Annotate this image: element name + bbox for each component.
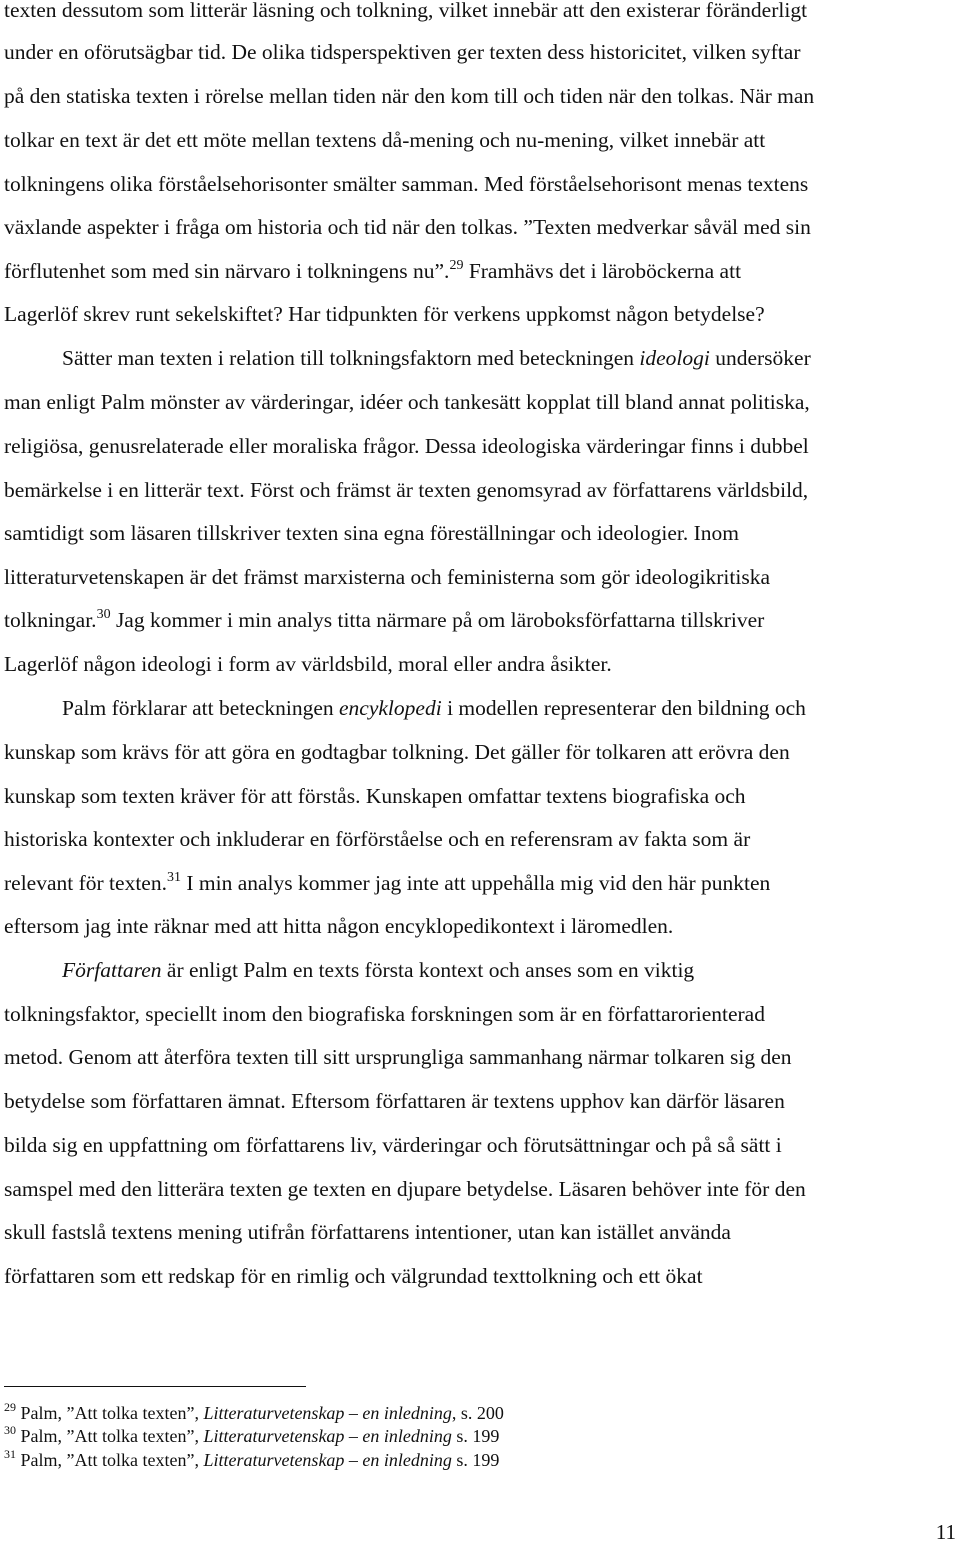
body-line: historiska kontexter och inkluderar en förförståelse och en referensram av fakta som är [4, 827, 751, 851]
footnote-number: 30 [4, 1423, 16, 1437]
body-line: texten dessutom som litterär läsning och tolkning, vilket innebär att den existerar föränderligt [4, 0, 808, 22]
body-line: under en oförutsägbar tid. De olika tidsperspektiven ger texten dess historicitet, vilken syftar [4, 40, 801, 64]
footnote-text: Palm, ”Att tolka texten”, [16, 1403, 204, 1423]
footnote-reference: 29 [449, 258, 464, 273]
footnote-reference: 31 [166, 870, 181, 885]
body-line: kunskap som texten kräver för att förstås. Kunskapen omfattar textens biografiska och [4, 784, 746, 808]
footnote-number: 29 [4, 1400, 16, 1414]
footnote [4, 1425, 499, 1447]
page-number: 11 [935, 1520, 956, 1544]
body-line: tolkningsfaktor, speciellt inom den biografiska forskningen som är en författarorienterad [4, 1002, 765, 1026]
footnote [4, 1402, 504, 1424]
footnote [4, 1449, 499, 1471]
body-line: religiösa, genusrelaterade eller moraliska frågor. Dessa ideologiska värderingar finns i dubbel [4, 434, 809, 458]
footnote-reference: 30 [96, 607, 111, 622]
body-line: samspel med den litterära texten ge texten en djupare betydelse. Läsaren behöver inte för den [4, 1177, 806, 1201]
body-text: Sätter man texten i relation till tolkningsfaktorn med beteckningen [62, 346, 640, 370]
footnote-source-title: Litteraturvetenskap – en inledning [203, 1403, 452, 1423]
italic-term: Författaren [62, 958, 162, 982]
paragraph-first-line [62, 694, 806, 722]
body-line [4, 606, 764, 634]
body-text: undersöker [709, 346, 811, 370]
body-line: metod. Genom att återföra texten till sitt ursprungliga sammanhang närmar tolkaren sig den [4, 1045, 792, 1069]
body-line: man enligt Palm mönster av värderingar, idéer och tankesätt kopplat till bland annat politiska, [4, 390, 810, 414]
body-line: litteraturvetenskapen är det främst marxisterna och feministerna som gör ideologikritiska [4, 565, 770, 589]
body-line: bilda sig en uppfattning om författarens liv, värderingar och förutsättningar och på så sätt i [4, 1133, 782, 1157]
body-line: tolkar en text är det ett möte mellan textens då-mening och nu-mening, vilket innebär att [4, 128, 766, 152]
footnote-text: Palm, ”Att tolka texten”, [16, 1450, 204, 1470]
footnote-number: 31 [4, 1447, 16, 1461]
italic-term: encyklopedi [339, 696, 442, 720]
paragraph-first-line [62, 344, 811, 372]
body-text: är enligt Palm en texts första kontext och anses som en viktig [161, 958, 695, 982]
body-line [4, 257, 741, 285]
footnote-text: s. 199 [451, 1426, 500, 1446]
body-line: tolkningens olika förståelsehorisonter smälter samman. Med förståelsehorisont menas textens [4, 172, 809, 196]
footnote-source-title: Litteraturvetenskap – en inledning [203, 1426, 452, 1446]
italic-term: ideologi [639, 346, 710, 370]
footnote-text: , s. 200 [451, 1403, 504, 1423]
body-text: relevant för texten. [4, 871, 167, 895]
footnote-source-title: Litteraturvetenskap – en inledning [203, 1450, 452, 1470]
body-line: på den statiska texten i rörelse mellan tiden när den kom till och tiden när den tolkas. När man [4, 84, 815, 108]
body-line: Lagerlöf någon ideologi i form av världsbild, moral eller andra åsikter. [4, 652, 612, 676]
body-line: samtidigt som läsaren tillskriver texten sina egna föreställningar och ideologier. Inom [4, 521, 739, 545]
body-text: Jag kommer i min analys titta närmare på om läroboksförfattarna tillskriver [110, 608, 765, 632]
body-line: betydelse som författaren ämnat. Eftersom författaren är textens upphov kan därför läsaren [4, 1089, 785, 1113]
body-line: kunskap som krävs för att göra en godtagbar tolkning. Det gäller för tolkaren att erövra den [4, 740, 790, 764]
body-line [4, 869, 770, 897]
body-line: författaren som ett redskap för en rimlig och välgrundad texttolkning och ett ökat [4, 1264, 703, 1288]
body-line: växlande aspekter i fråga om historia och tid när den tolkas. ”Texten medverkar såväl med sin [4, 215, 811, 239]
body-text: Framhävs det i läroböckerna att [463, 259, 742, 283]
body-line: Lagerlöf skrev runt sekelskiftet? Har tidpunkten för verkens uppkomst någon betydelse? [4, 302, 765, 326]
footnote-text: Palm, ”Att tolka texten”, [16, 1426, 204, 1446]
body-line: skull fastslå textens mening utifrån författarens intentioner, utan kan istället använda [4, 1220, 731, 1244]
body-text: förflutenhet som med sin närvaro i tolkningens nu”. [4, 259, 450, 283]
body-text: Palm förklarar att beteckningen [62, 696, 340, 720]
body-text: i modellen representerar den bildning och [441, 696, 806, 720]
body-line: bemärkelse i en litterär text. Först och främst är texten genomsyrad av författarens världsbild, [4, 478, 809, 502]
footnote-text: s. 199 [451, 1450, 500, 1470]
paragraph-first-line [62, 956, 694, 984]
body-text: tolkningar. [4, 608, 97, 632]
body-text: I min analys kommer jag inte att uppehålla mig vid den här punkten [180, 871, 771, 895]
body-line: eftersom jag inte räknar med att hitta någon encyklopedikontext i läromedlen. [4, 914, 674, 938]
footnote-separator [4, 1386, 306, 1387]
